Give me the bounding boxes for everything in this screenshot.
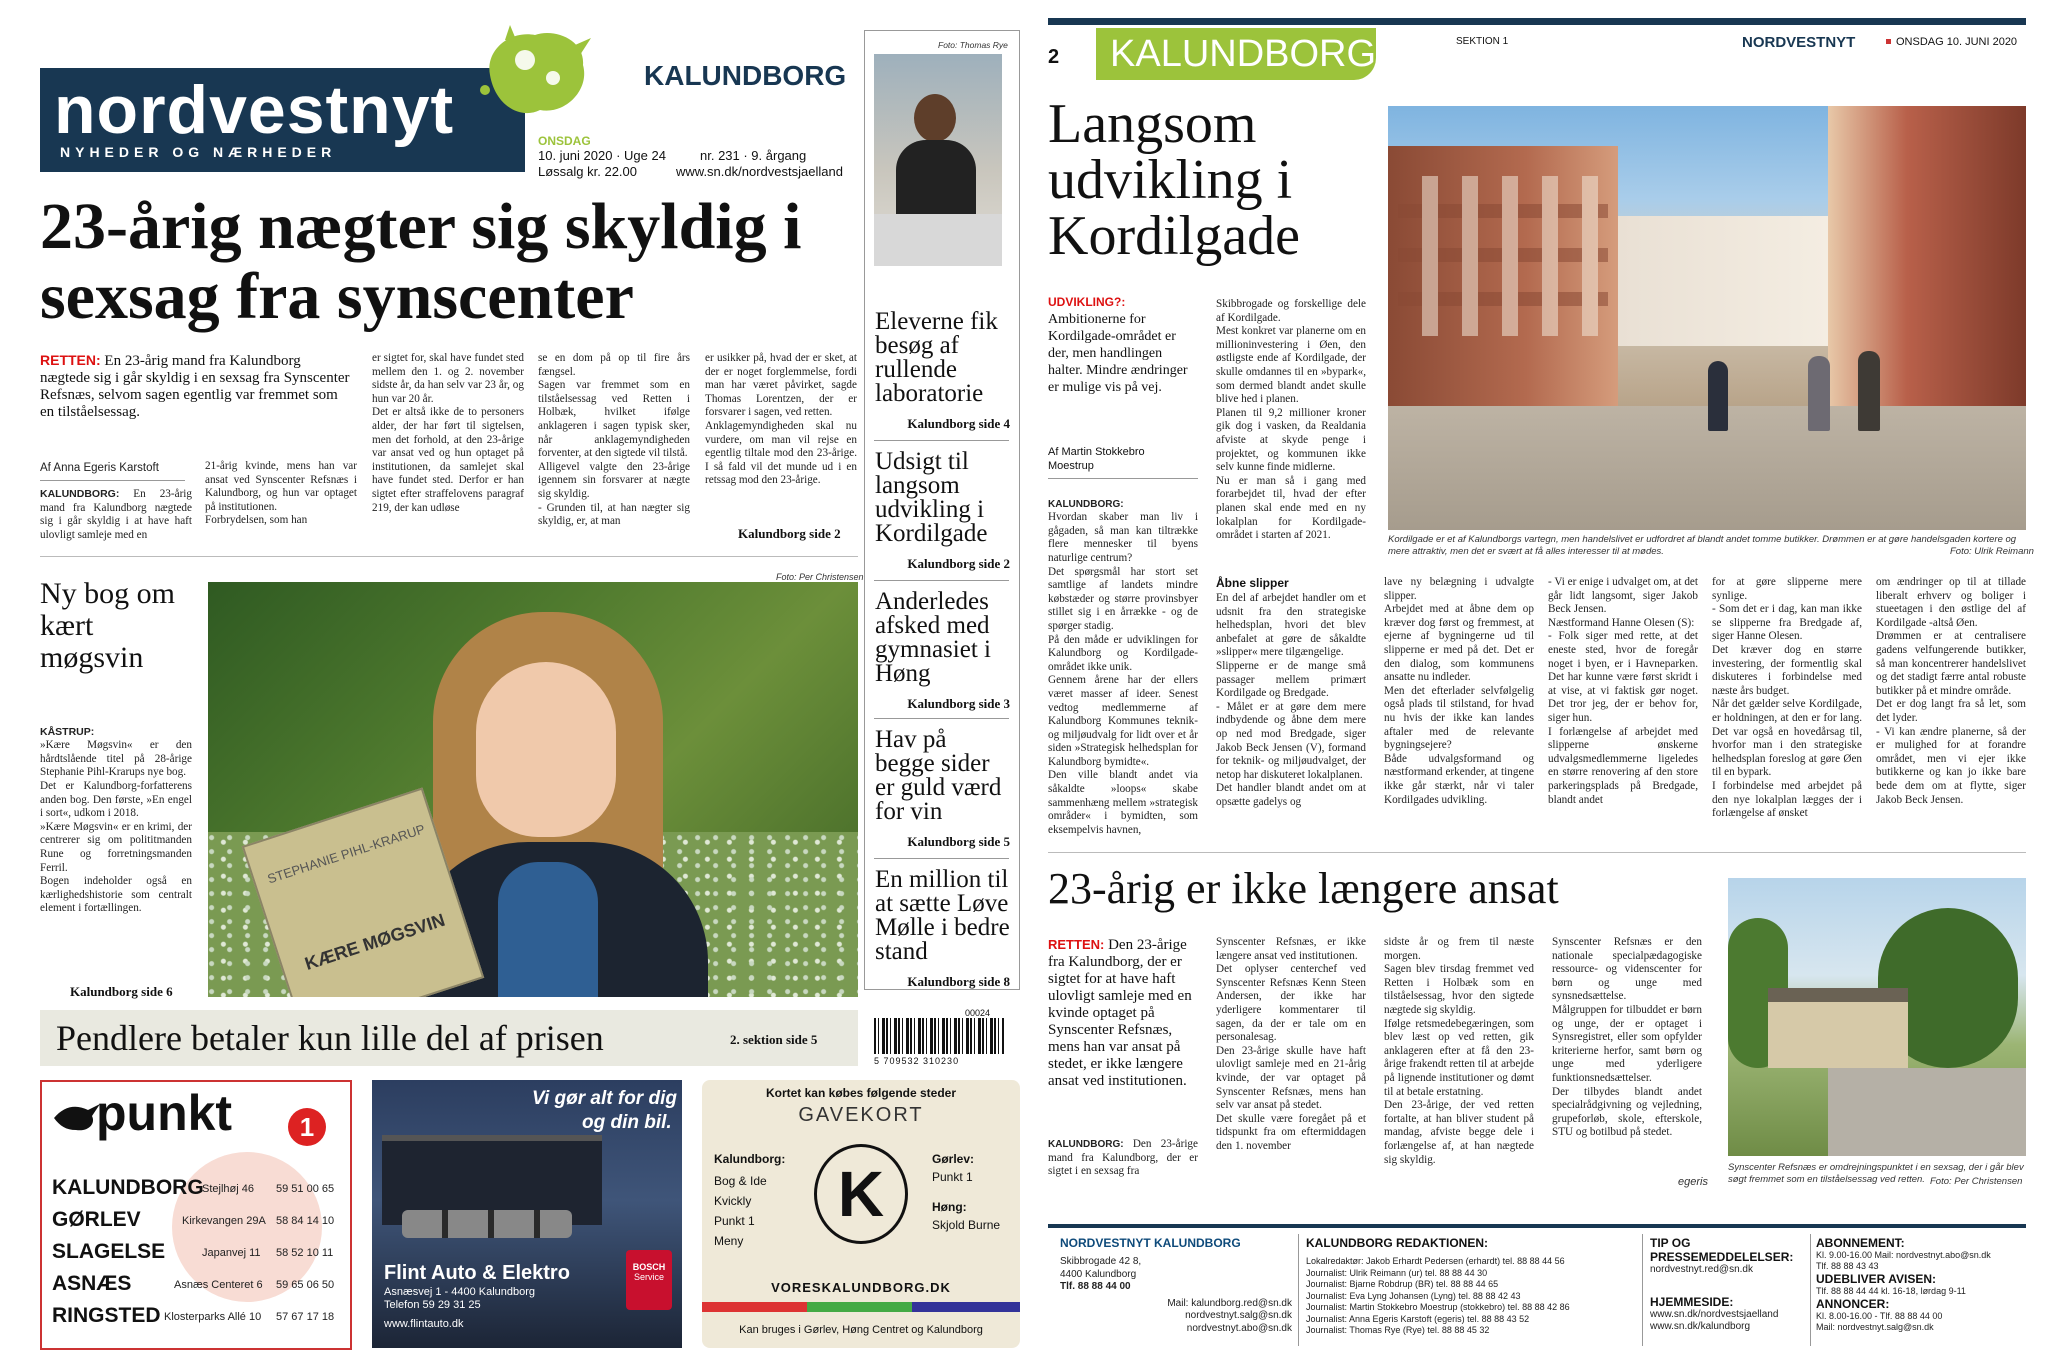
footer-box4-miss1: Tlf. 88 88 44 44 kl. 16-18, lørdag 9-11 bbox=[1816, 1286, 1966, 1296]
k-logo-letter: K bbox=[837, 1158, 885, 1230]
punkt1-phone: 58 84 14 10 bbox=[276, 1215, 335, 1227]
book-headline[interactable]: Ny bog om kært møgsvin bbox=[40, 577, 175, 674]
footer-box2-line-6: Journalist: Thomas Rye (Rye) tel. 88 88 45 32 bbox=[1306, 1325, 1490, 1335]
page2-col1-kicker: KALUNDBORG: bbox=[1048, 498, 1124, 510]
punkt1-street: Stejlhøj 46 bbox=[202, 1183, 254, 1195]
page-2 bbox=[1048, 0, 2048, 1353]
bosch-badge-icon bbox=[626, 1250, 672, 1310]
page2-byline-1: Af Martin Stokkebro bbox=[1048, 446, 1145, 458]
punkt1-row-1 bbox=[52, 1208, 342, 1238]
flint-address: Asnæsvej 1 - 4400 Kalundborg bbox=[384, 1286, 536, 1298]
flint-name: Flint Auto & Elektro bbox=[384, 1262, 570, 1284]
page2-date: ONSDAG 10. JUNI 2020 bbox=[1896, 36, 2018, 48]
footer-box-3 bbox=[1650, 1236, 1810, 1348]
story2-col-4: Synscenter Refsnæs er den nationale specialpædagogiske ressource- og videnscenter for børn og unge med synsnedsættelse. Målgruppen for tilbuddet er børn og unge, der er optaget i Synsregistret, eller som opfylder kriterierne herfor, samt børn og unge med yderligere funktionsnedsættelser. Der tilbydes blandt andet specialrådgivning og vejledning, grupeforløb, skole, efterskole, STU og botilbud på stedet. bbox=[1552, 936, 1702, 1139]
gavekort-right-city-1: Gørlev: bbox=[932, 1152, 975, 1166]
ad-flint-auto[interactable] bbox=[372, 1080, 682, 1348]
story2-col1-text: Den 23-årige mand fra Kalundborg, der er sigtet i en sexsag fra bbox=[1048, 1138, 1198, 1178]
masthead-web: www.sn.dk/nordvestsjaelland bbox=[676, 164, 843, 179]
page2-brand: NORDVESTNYT bbox=[1742, 34, 1856, 51]
punkt1-row-4 bbox=[52, 1304, 342, 1334]
divider bbox=[1048, 852, 2026, 853]
book-text bbox=[40, 712, 192, 916]
footer-box2-line-0: Lokalredaktør: Jakob Erhardt Pedersen (erhardt) tel. 88 88 44 56 bbox=[1306, 1256, 1565, 1266]
book-author-photo[interactable] bbox=[208, 582, 858, 997]
punkt1-row-3 bbox=[52, 1272, 342, 1302]
k-logo-icon bbox=[814, 1144, 908, 1244]
footer-box3-web2[interactable]: www.sn.dk/kalundborg bbox=[1650, 1321, 1751, 1332]
sidebar-item-0-ref: Kalundborg side 4 bbox=[907, 416, 1010, 431]
footer-box1-tlf: Tlf. 88 88 44 00 bbox=[1060, 1281, 1131, 1292]
pedestrian-3 bbox=[1858, 351, 1880, 431]
flint-slogan-2: og din bil. bbox=[582, 1112, 672, 1133]
book-body: »Kære Møgsvin« er den hårdtslående titel på 28-årige Stephanie Pihl-Krarups nye bog. Det er Kalundborg-forfatterens anden bog. Den første, »En engel i sort«, udkom i 2018. »Kære Møgsvin« er en krimi, der centrerer sig om polititmanden Rune og forretningsmanden Ferril. Bogen indeholder også en kærlighedshistorie som centralt element i fortællingen. bbox=[40, 739, 192, 915]
page2-lede-text: Ambitionerne for Kordilgade-området er der, men handlingen halter. Mindre ændringer er mulige vis på vej. bbox=[1048, 312, 1188, 395]
page2-col-3: lave ny belægning i udvalgte slipper. Arbejdet med at åbne dem op kræver dog først og fremmest, at ejerne af bygningerne ud til slipperne er med på det. Det er den dialog, som kommunens ansatte nu indleder. Men det efterlader selvfølgelig også plads til stilstand, for hvad nu hvis der ikke kan landes aftaler med de relevante bygningsejere? Både udvalgsformand og næstformand erkender, at tingene ikke går stærkt, når vi taler Kordilgades udvikling. bbox=[1384, 576, 1534, 806]
front-lede-kicker: RETTEN: bbox=[40, 352, 101, 368]
page2-col-1 bbox=[1048, 484, 1198, 837]
masthead-brand: nordvestnyt bbox=[54, 72, 455, 148]
ad-gavekort[interactable] bbox=[702, 1080, 1020, 1348]
masthead-weekday: ONSDAG bbox=[538, 134, 591, 148]
banner-ref: 2. sektion side 5 bbox=[730, 1032, 818, 1047]
divider bbox=[874, 718, 1009, 719]
story2-lede-text: Den 23-årige fra Kalundborg, der er sigtet for at have haft ulovligt samleje med en kvinde optaget på Synscenter Refsnæs, mens han var ansat på stedet, er ikke længere ansat ved institutionen. bbox=[1048, 937, 1192, 1089]
sidebar-item-0[interactable] bbox=[875, 310, 1010, 432]
page2-lede bbox=[1048, 294, 1198, 396]
page2-headline[interactable]: Langsom udvikling i Kordilgade bbox=[1048, 93, 1300, 267]
page2-col1-text: Hvordan skaber man liv i gågaden, så man kan tiltrække flere mennesker til byens naturlige centrum? Det spørgsmål har stort set samtlige af landets mindre købstæder og større provinsbyer stillet sig i en årrække - og de spørger stadig. På den måde er udviklingen for Kalundborg og Kordilgade-området ikke unik. Gennem årene har der ellers været masser af ideer. Senest vedtog medlemmerne af Kalundborg Kommunes teknik- og miljøudvalg for lidt over et år siden »Strategisk helhedsplan for Kalundborg bymidte«. Den ville blandt andet via såkaldte »loops« skabe sammenhæng mellem »strategisk områder« i bymidten, som eksempelvis havnen, bbox=[1048, 511, 1198, 836]
footer-rule bbox=[1048, 1224, 2026, 1228]
pedestrian-2 bbox=[1808, 356, 1830, 431]
punkt1-city: RINGSTED bbox=[52, 1304, 161, 1327]
refsnaes-credit: Foto: Per Christensen bbox=[1930, 1176, 2023, 1187]
sidebar-item-2-ref: Kalundborg side 3 bbox=[907, 696, 1010, 711]
sidebar-item-4[interactable] bbox=[875, 868, 1010, 990]
center-buildings bbox=[1618, 216, 1828, 346]
punkt1-phone: 58 52 10 11 bbox=[276, 1247, 334, 1259]
divider bbox=[40, 556, 858, 557]
bosch-badge-2: Service bbox=[633, 1272, 664, 1282]
footer-box3-title2: PRESSEMEDDELELSER: bbox=[1650, 1250, 1794, 1264]
divider bbox=[874, 440, 1009, 441]
ad-punkt1[interactable] bbox=[40, 1080, 352, 1350]
footer-box4-abo2: Tlf. 88 88 43 43 bbox=[1816, 1261, 1879, 1271]
book-photo-credit: Foto: Per Christensen bbox=[776, 572, 864, 582]
flint-phone: Telefon 59 29 31 25 bbox=[384, 1299, 481, 1311]
gavekort-top: Kortet kan købes følgende steder bbox=[765, 1086, 957, 1100]
sidebar-item-3-headline: Hav på begge sider er guld værd for vin bbox=[875, 726, 1002, 825]
book-kicker: KÅSTRUP: bbox=[40, 725, 95, 738]
story2-signature: egeris bbox=[1678, 1176, 1708, 1188]
divider bbox=[874, 580, 1009, 581]
sidebar-item-1[interactable] bbox=[875, 450, 1010, 572]
front-ref[interactable]: Kalundborg side 2 bbox=[738, 526, 841, 541]
edition-name: KALUNDBORG bbox=[644, 60, 847, 91]
page2-col-2a: Skibbrogade og forskellige dele af Kordilgade. Mest konkret var planerne om en millioninvestering i Øen, den østligste ende af Kordilgade, der skulle omdannes til en »bypark«, som dermed blandt andet skulle blive hed i planen. Planen til 9,2 millioner kroner gik dog i vasken, da Realdania afviste at skyde penge i projektet, og kommunen ikke selv kunne finde midlerne. Nu er man så i gang med forarbejdet til, hvad der efter planen skal ende med en ny lokalplan for Kordilgade-området i starten af 2021. bbox=[1216, 298, 1366, 542]
front-lede-text: En 23-årig mand fra Kalundborg nægtede sig i går skyldig i en sexsag fra Synscenter Refsnæs, selvom sagen egentlig var fremmet som en tilståelsessag. bbox=[40, 353, 350, 420]
kordilgade-photo[interactable] bbox=[1388, 106, 2026, 530]
gavekort-right-city-2: Høng: bbox=[932, 1200, 967, 1214]
footer-box2-line-4: Journalist: Martin Stokkebro Moestrup (stokkebro) tel. 88 88 42 86 bbox=[1306, 1302, 1570, 1312]
punkt1-street: Asnæs Centeret 6 bbox=[174, 1279, 263, 1291]
punkt1-logo-num: 1 bbox=[288, 1108, 326, 1146]
punkt1-street: Klosterparks Allé 10 bbox=[164, 1311, 262, 1323]
gavekort-shop-3: Meny bbox=[714, 1234, 744, 1248]
barcode-number: 5 709532 310230 bbox=[874, 1056, 960, 1066]
page2-subhead: Åbne slipper bbox=[1216, 576, 1289, 590]
punkt1-row-0 bbox=[52, 1176, 342, 1206]
banner-text: Pendlere betaler kun lille del af prisen bbox=[56, 1018, 604, 1058]
footer-box4-abo1: Kl. 9.00-16.00 Mail: nordvestnyt.abo@sn.dk bbox=[1816, 1250, 1991, 1260]
sidebar-item-3[interactable] bbox=[875, 728, 1010, 850]
page2-section-title: KALUNDBORG bbox=[1096, 28, 1376, 80]
sidebar-item-0-headline: Eleverne fik besøg af rullende laboratorie bbox=[875, 308, 998, 407]
story2-col-3: sidste år og frem til næste morgen. Sagen blev tirsdag fremmet ved Retten i Holbæk som en tilståelsessag, hvor den sigtede nægtede sig skyldig. Ifølge retsmedebegæringen, som blev læst op ved retten, gik anklageren efter at få den 23-årige frakendt retten til at arbejde på lignende institutioner og dømt til at betale erstatning. Den 23-årige, der ved retten fortalte, at han bliver student på mandag, afviste begge dele i forlængelse af, at han nægtede sig skyldig. bbox=[1384, 936, 1534, 1166]
left-windows bbox=[1398, 176, 1608, 336]
masthead-date: 10. juni 2020 · Uge 24 bbox=[538, 148, 666, 163]
story2-headline[interactable]: 23-årig er ikke længere ansat bbox=[1048, 864, 1559, 913]
barcode-icon bbox=[874, 1018, 1004, 1054]
flint-slogan-1: Vi gør alt for dig bbox=[532, 1088, 677, 1109]
footer-box3-title1: TIP OG bbox=[1650, 1236, 1691, 1250]
student-head bbox=[914, 94, 956, 142]
front-col-4: se en dom på op til fire års fængsel. Sagen var fremmet som en tilståelsessag ved Retten i Holbæk, hvilket ifølge anklageren i sagen typisk sker, når anklagemyndigheden forventer, at den sigtede vil tilstå. Alligevel valgte den 23-årige igennem sin forsvarer at nægte sig skyldig. - Grunden til, at han nægter sig skyldig, er, at man bbox=[538, 352, 690, 528]
masthead-tagline: NYHEDER OG NÆRHEDER bbox=[60, 144, 337, 160]
divider bbox=[1048, 478, 1198, 479]
gavekort-right-shop-2: Skjold Burne bbox=[932, 1218, 1001, 1232]
refsnaes-photo[interactable] bbox=[1728, 878, 2026, 1156]
gavekort-stripe bbox=[702, 1302, 1020, 1312]
front-col1-kicker: KALUNDBORG: bbox=[40, 488, 120, 500]
footer-box-1 bbox=[1060, 1236, 1292, 1348]
brand-separator bbox=[1886, 39, 1891, 44]
globe-splash-icon bbox=[465, 20, 595, 130]
book-ref[interactable]: Kalundborg side 6 bbox=[70, 984, 173, 999]
footer-sep bbox=[1298, 1234, 1299, 1346]
footer-box4-ann2: Mail: nordvestnyt.salg@sn.dk bbox=[1816, 1322, 1934, 1332]
story2-lede bbox=[1048, 936, 1198, 1090]
pedestrian-1 bbox=[1708, 361, 1728, 431]
footer-box1-mail3[interactable]: nordvestnyt.abo@sn.dk bbox=[1186, 1322, 1292, 1334]
refsnaes-caption: Synscenter Refsnæs er omdrejningspunktet i en sexsag, der i går blev søgt fremmet som en tilståelsessag ved retten. bbox=[1728, 1162, 2024, 1185]
sidebar-item-4-headline: En million til at sætte Løve Mølle i bedre stand bbox=[875, 866, 1010, 965]
punkt1-phone: 57 67 17 18 bbox=[276, 1311, 335, 1323]
path bbox=[1828, 1068, 2026, 1156]
front-col-2: 21-årig kvinde, mens han var ansat ved Synscenter Refsnæs i Kalundborg, og hun var optaget på institutionen. Forbrydelsen, som han bbox=[205, 460, 357, 527]
front-col-5: er usikker på, hvad der er sket, at der er noget forglemmelse, fordi man har været påvirket, sagde Thomas Lorentzen, der er forsvarer i sagen, ved retten. Anklagemyndigheden skal nu vurdere, om man vil rejse en egentlig tiltale mod den 23-årige. I så fald vil det munde ud i en retssag mod den 23-årige. bbox=[705, 352, 857, 487]
kordilgade-credit: Foto: Ulrik Reimann bbox=[1950, 546, 2034, 557]
gavekort-shop-0: Bog & Ide bbox=[714, 1174, 767, 1188]
masthead-issue: nr. 231 · 9. årgang bbox=[700, 148, 807, 163]
book-cover-title: KÆRE MØGSVIN bbox=[302, 909, 448, 974]
footer-box-2 bbox=[1306, 1236, 1636, 1348]
front-col-1 bbox=[40, 488, 192, 542]
footer-box2-line-3: Journalist: Eva Lyng Johansen (Lyng) tel. 88 88 42 43 bbox=[1306, 1290, 1521, 1301]
masthead-price: Løssalg kr. 22.00 bbox=[538, 164, 637, 179]
footer-box4-ann1: Kl. 8.00-16.00 - Tlf. 88 88 44 00 bbox=[1816, 1311, 1943, 1321]
street-pavement bbox=[1388, 406, 2026, 530]
front-col-3: er sigtet for, skal have fundet sted mellem den 1. og 2. november sidste år, da han selv var 23 år, og hun var 20 år. Det er altså ikke de to personers alder, der har ført til sigtelsen, men det forhold, at den 23-årige var ansat ved og hun optaget på institutionen, da samlejet skal have fundet sted. Derfor er han sigtet efter straffelovens paragraf 219, der kan udløse bbox=[372, 352, 524, 514]
sidebar-item-1-ref: Kalundborg side 2 bbox=[907, 556, 1010, 571]
footer-box3-web1[interactable]: www.sn.dk/nordvestsjaelland bbox=[1650, 1308, 1779, 1320]
footer-box1-addr2: 4400 Kalundborg bbox=[1060, 1268, 1137, 1280]
front-col1-text: En 23-årig mand fra Kalundborg nægtede sig i går skyldig i at have haft ulovligt samleje med en bbox=[40, 488, 192, 541]
page2-col-4: - Vi er enige i udvalget om, at det går lidt langsomt, siger Jakob Beck Jensen. Næstformand Hanne Olesen (S): - Folk siger med rette, at det eneste sted, hvor de foregår noget i byen, er i Havneparken. Det har kunne være først skridt i at vise, at vi faktisk gør noget. Det tror jeg, der er behov for, siger hun. I forlængelse af arbejdet med slipperne ønskerne udvalgsmedlemmerne ligeledes en større renovering af den store parkeringsplads på Bredgade, blandt andet bbox=[1548, 576, 1698, 806]
page2-top-rule bbox=[1048, 18, 2026, 25]
flint-web: www.flintauto.dk bbox=[384, 1318, 464, 1330]
punkt1-phone: 59 51 00 65 bbox=[276, 1183, 335, 1195]
book-cover-author: STEPHANIE PIHL-KRARUP bbox=[265, 821, 427, 887]
top-blue bbox=[498, 862, 598, 997]
building bbox=[1768, 988, 1908, 1068]
footer-box1-mail1[interactable]: Mail: kalundborg.red@sn.dk bbox=[1167, 1297, 1292, 1309]
sidebar-item-1-headline: Udsigt til langsom udvikling i Kordilgade bbox=[875, 448, 988, 547]
punkt1-row-2 bbox=[52, 1240, 342, 1270]
footer-box1-title: NORDVESTNYT KALUNDBORG bbox=[1060, 1236, 1241, 1250]
footer-sep bbox=[1642, 1234, 1643, 1346]
punkt1-street: Kirkevangen 29A bbox=[182, 1215, 266, 1227]
page2-byline-2: Moestrup bbox=[1048, 460, 1094, 472]
page2-number: 2 bbox=[1048, 46, 1060, 68]
story2-col-2: Synscenter Refsnæs, er ikke længere ansat ved institutionen. Det oplyser centerchef ved Synscenter Refsnæs Kenn Steen Andersen, der ikke har yderligere kommentarer til sagen, da der er tale om en personalesag. Den 23-årige skulle have haft ulovligt samleje med en 21-årig kvinde, der var optaget på Synscenter Refsnæs, mens han selv var ansat på stedet. Det skulle være foregået på et tidspunkt fra om eftermiddagen den 1. november bbox=[1216, 936, 1366, 1152]
footer-box2-line-5: Journalist: Anna Egeris Karstoft (egeris) tel. 88 88 43 52 bbox=[1306, 1313, 1530, 1324]
divider bbox=[40, 480, 185, 481]
gavekort-site: VORESKALUNDBORG.DK bbox=[771, 1280, 951, 1295]
page2-section-label: SEKTION 1 bbox=[1456, 36, 1509, 47]
page2-col-6: om ændringer op til at tillade liberalt erhverv og boliger i stueetagen i den østlige del af Kordilgade -altså Øen. Drømmen er at centralisere gadens velfungerende butikker, så man koncentrerer handelslivet og det stadigt færre antal robuste butikker på et mindre område. Det er dog langt fra så let, som det lyder. - Vi kan ændre planerne, så der er mulighed for at forandre området, men vi ejer ikke butikkerne og kan jo ikke bare bede dem om at flytte, siger Jakob Beck Jensen. bbox=[1876, 576, 2026, 806]
sidebar-item-4-ref: Kalundborg side 8 bbox=[907, 974, 1010, 989]
footer-box1-addr1: Skibbrogade 42 8, bbox=[1060, 1256, 1142, 1267]
page2-col-5: for at gøre slipperne mere synlige. - Som det er i dag, kan man ikke se slipperne fra Bredgade af, siger Hanne Olesen. Det kræver dog en større investering, der formentlig skal diskuteres i forbindelse med næste års budget. Når det gælder selve Kordilgade, er holdningen, at den er for lang. Det var også en hovedårsag til, hvorfor man i den strategiske helhedsplan foreslog at gøre Øen til en bypark. I forbindelse med arbejdet på den nye lokalplan lægges der i forlængelse af ønsket bbox=[1712, 576, 1862, 820]
gavekort-shop-2: Punkt 1 bbox=[714, 1214, 755, 1228]
gavekort-bottom: Kan bruges i Gørlev, Høng Centret og Kalundborg bbox=[739, 1324, 983, 1336]
footer-box1-mail2[interactable]: nordvestnyt.salg@sn.dk bbox=[1185, 1310, 1292, 1321]
footer-box3-tip-mail[interactable]: nordvestnyt.red@sn.dk bbox=[1650, 1264, 1753, 1275]
sidebar-photo-credit: Foto: Thomas Rye bbox=[938, 40, 1008, 50]
kordilgade-caption: Kordilgade er et af Kalundborgs vartegn, men handelslivet er udfordret af blandt andet tomme butikker. Drømmen er at gøre handelsgaden kortere og mere attraktiv, men det er svært at få alles interesser til at mødes. bbox=[1388, 534, 2017, 557]
footer-box4-ann-title: ANNONCER: bbox=[1816, 1297, 1890, 1311]
bosch-badge-1: BOSCH bbox=[632, 1262, 666, 1272]
story2-lede-kicker: RETTEN: bbox=[1048, 937, 1105, 952]
punkt1-phone: 59 65 06 50 bbox=[276, 1279, 335, 1291]
banner[interactable] bbox=[40, 1010, 858, 1066]
car-row bbox=[402, 1210, 572, 1238]
story2-col1-kicker: KALUNDBORG: bbox=[1048, 1139, 1124, 1150]
sidebar-photo[interactable] bbox=[874, 54, 1002, 266]
punkt1-city: GØRLEV bbox=[52, 1208, 141, 1231]
footer-box2-title: KALUNDBORG REDAKTIONEN: bbox=[1306, 1236, 1488, 1250]
gavekort-title: GAVEKORT bbox=[798, 1104, 924, 1126]
story2-col-1 bbox=[1048, 1138, 1198, 1179]
front-headline[interactable]: 23-årig nægter sig skyldig i sexsag fra synscenter bbox=[40, 190, 802, 333]
page2-col-2b: En del af arbejdet handler om et udsnit fra den strategiske helhedsplan, hvori det blev anbefalet at gøre de såkaldte »slipper« mere tilgængelige. Slipperne er de mange små passager mellem primært Kordilgade og Bredgade. - Målet er at gøre dem mere indbydende og åbne dem mere op ned mod Bredgade, siger Jakob Beck Jensen (V), formand for teknik- og miljøudvalget, der netop har diskuteret lokalplanen. Det handler blandt andet om at opsætte gadelys og bbox=[1216, 592, 1366, 808]
punkt1-street: Japanvej 11 bbox=[202, 1247, 261, 1259]
punkt1-logo: punkt bbox=[96, 1085, 233, 1141]
footer-box3-title3: HJEMMESIDE: bbox=[1650, 1294, 1734, 1309]
front-byline: Af Anna Egeris Karstoft bbox=[40, 462, 159, 474]
footer-box4-abo-title: ABONNEMENT: bbox=[1816, 1236, 1905, 1250]
footer-box2-line-1: Journalist: Ulrik Reimann (ur) tel. 88 88 44 30 bbox=[1306, 1267, 1488, 1278]
footer-sep bbox=[1810, 1234, 1811, 1346]
gavekort-shop-1: Kvickly bbox=[714, 1194, 752, 1208]
footer-box-4 bbox=[1816, 1236, 2026, 1348]
gavekort-left-city: Kalundborg: bbox=[714, 1152, 786, 1166]
punkt1-city: SLAGELSE bbox=[52, 1240, 166, 1263]
sidebar-item-2-headline: Anderledes afsked med gymnasiet i Høng bbox=[875, 588, 991, 687]
divider bbox=[874, 858, 1009, 859]
gavekort-right-shop-1: Punkt 1 bbox=[932, 1170, 973, 1184]
sidebar-item-2[interactable] bbox=[875, 590, 1010, 712]
barcode-top: 00024 bbox=[965, 1008, 991, 1018]
front-lede bbox=[40, 352, 350, 421]
sidebar-item-3-ref: Kalundborg side 5 bbox=[907, 834, 1010, 849]
punkt1-city: ASNÆS bbox=[52, 1272, 132, 1295]
punkt1-city: KALUNDBORG bbox=[52, 1176, 204, 1199]
lab-sink bbox=[874, 214, 1002, 266]
footer-box2-line-2: Journalist: Bjarne Robdrup (BR) tel. 88 88 44 65 bbox=[1306, 1279, 1499, 1289]
page2-lede-kicker: UDVIKLING?: bbox=[1048, 295, 1126, 309]
face bbox=[476, 662, 616, 837]
footer-box4-miss-title: UDEBLIVER AVISEN: bbox=[1816, 1272, 1937, 1286]
bird-icon bbox=[52, 1098, 102, 1138]
